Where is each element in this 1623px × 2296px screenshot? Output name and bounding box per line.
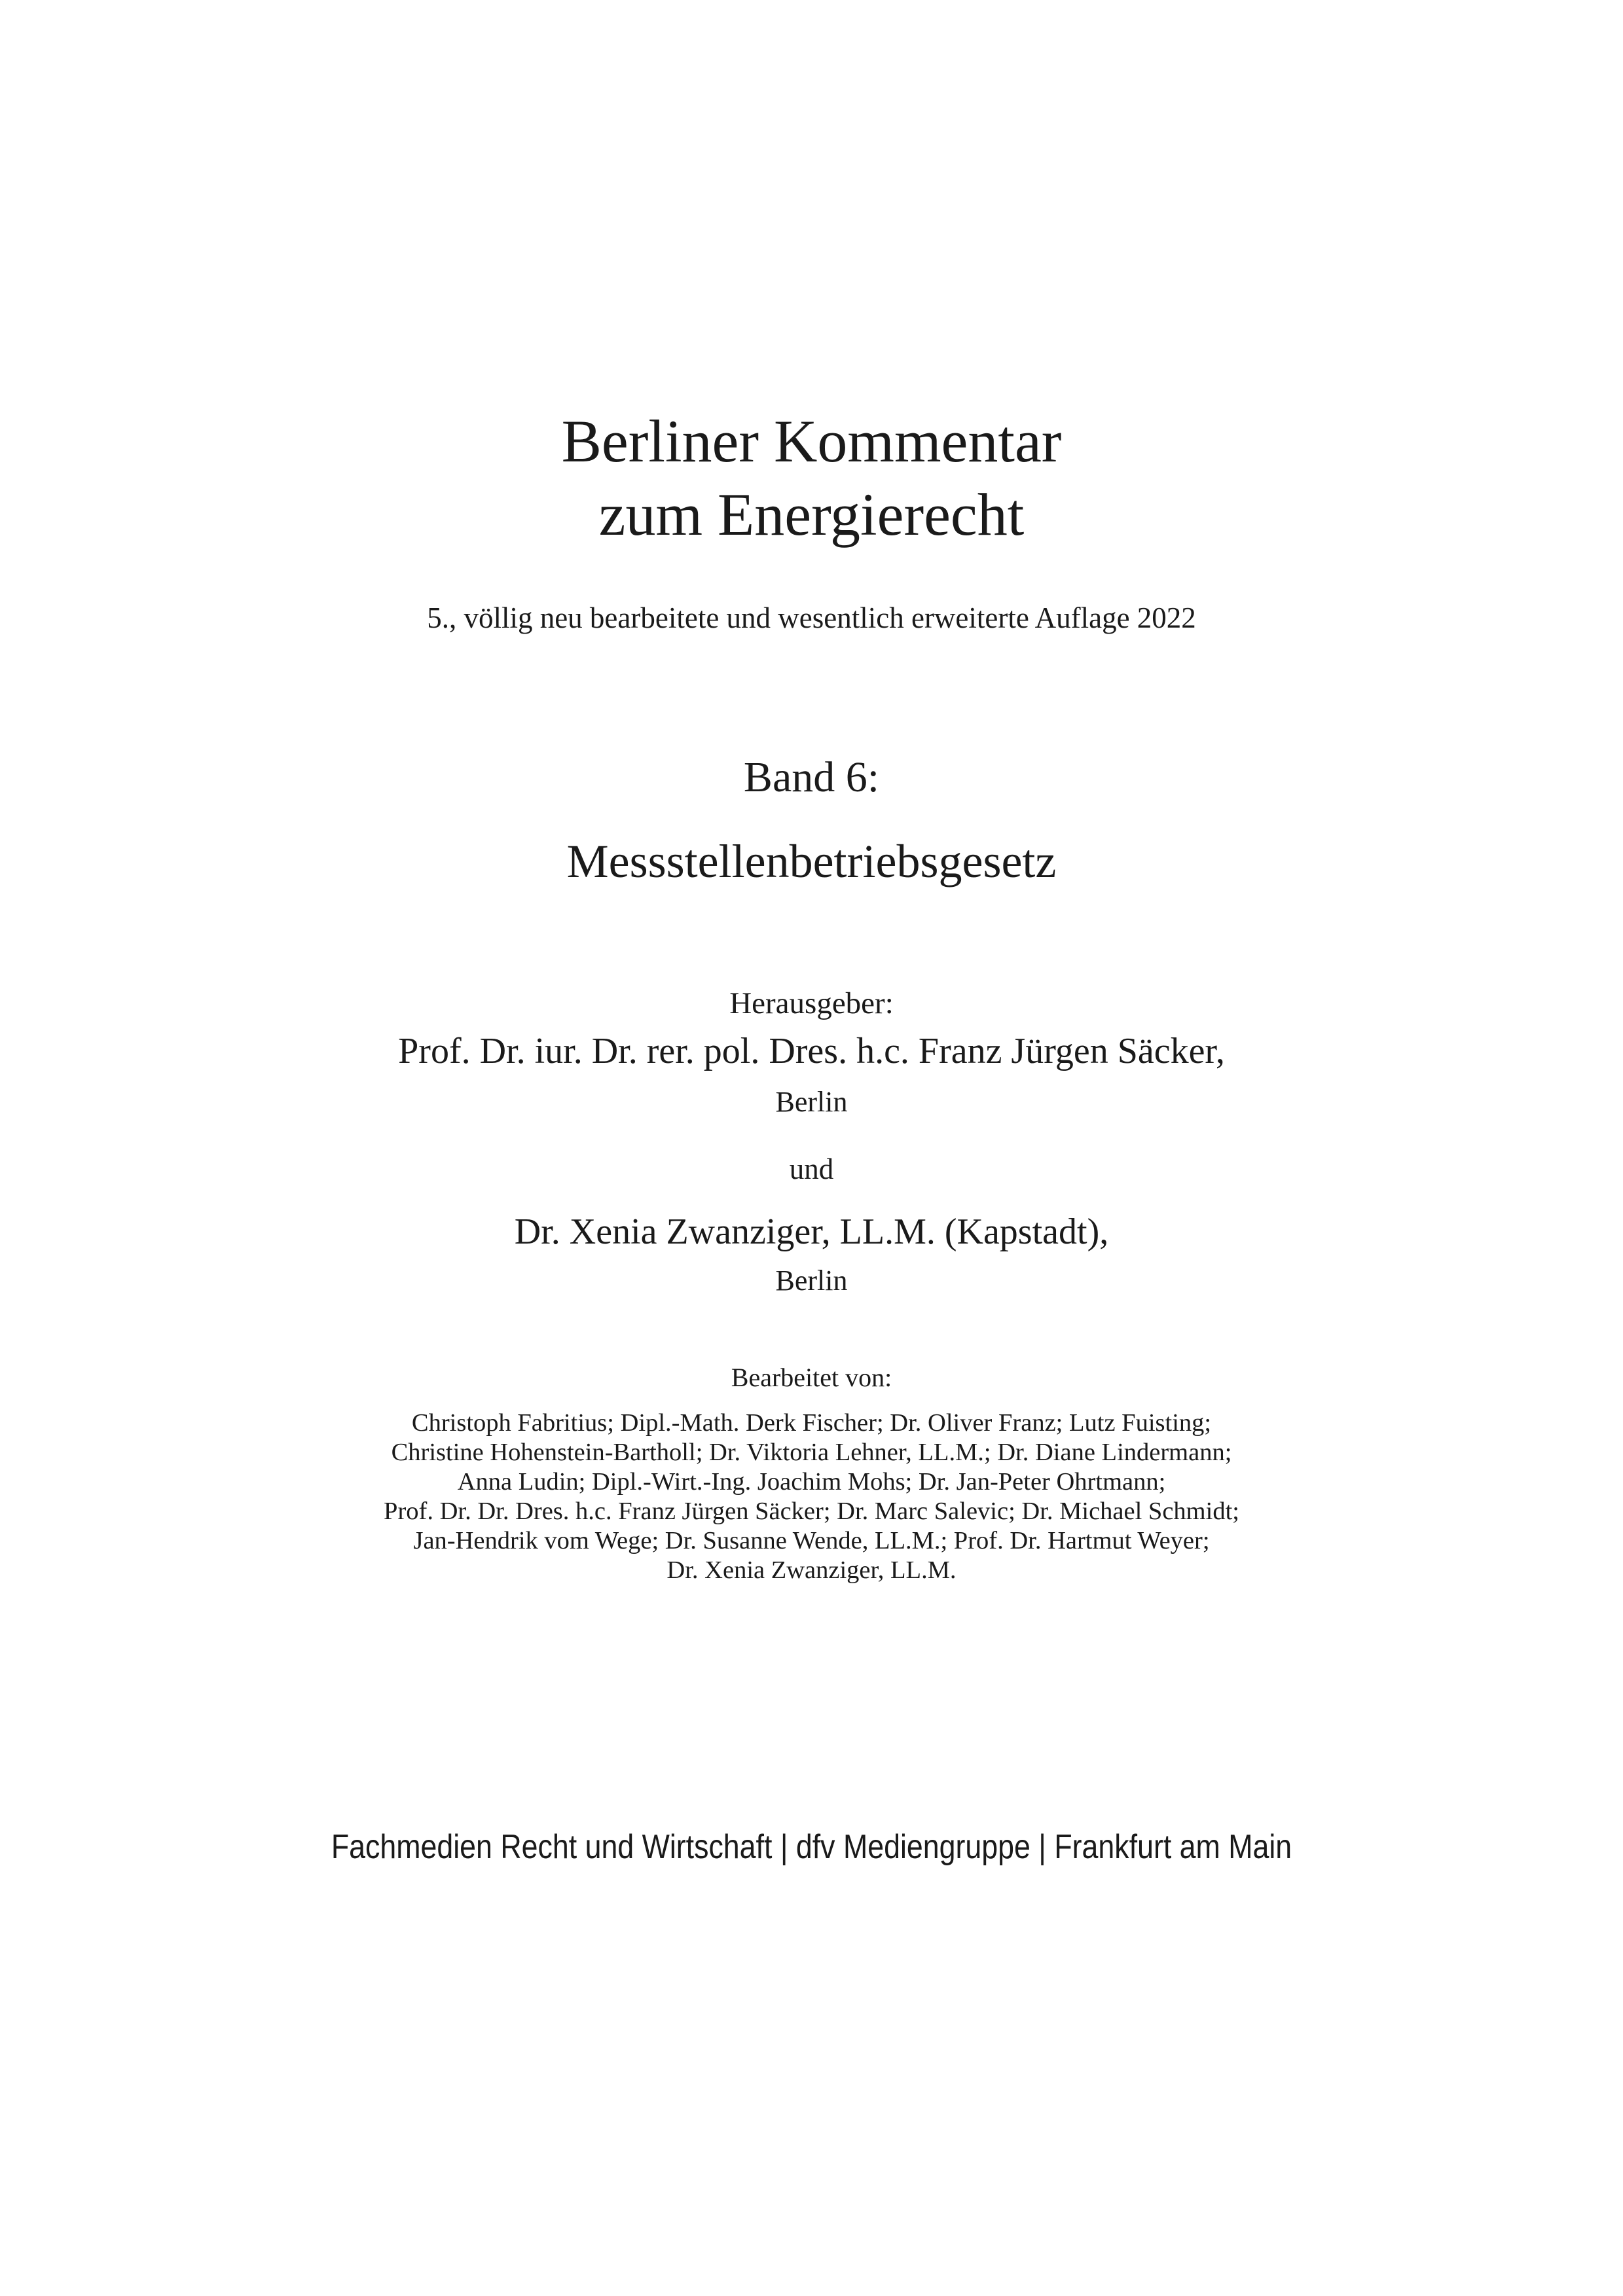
book-title-line-2: zum Energierecht [598,481,1025,548]
contributors-line: Christoph Fabritius; Dipl.-Math. Derk Fischer; Dr. Oliver Franz; Lutz Fuisting; [411,1409,1212,1437]
edition-statement: 5., völlig neu bearbeitete und wesentlich erweiterte Auflage 2022 [427,601,1196,634]
contributors-label: Bearbeitet von: [731,1363,892,1392]
book-title-line-1: Berliner Kommentar [561,408,1062,475]
book-title [0,404,1623,551]
editor-1-name: Prof. Dr. iur. Dr. rer. pol. Dres. h.c. Franz Jürgen Säcker, [398,1031,1225,1071]
editor-1-city: Berlin [775,1086,848,1118]
contributors-line: Prof. Dr. Dr. Dres. h.c. Franz Jürgen Säcker; Dr. Marc Salevic; Dr. Michael Schmidt; [384,1498,1239,1525]
contributors-list [0,1408,1623,1585]
editor-2-name: Dr. Xenia Zwanziger, LL.M. (Kapstadt), [514,1211,1109,1252]
publisher-line: Fachmedien Recht und Wirtschaft | dfv Mediengruppe | Frankfurt am Main [331,1828,1292,1866]
contributors-line: Dr. Xenia Zwanziger, LL.M. [666,1556,957,1584]
contributors-line: Anna Ludin; Dipl.-Wirt.-Ing. Joachim Mohs; Dr. Jan-Peter Ohrtmann; [457,1468,1166,1496]
editor-2-city: Berlin [775,1265,848,1297]
volume-title: Messstellenbetriebsgesetz [566,835,1057,888]
contributors-line: Christine Hohenstein-Bartholl; Dr. Viktoria Lehner, LL.M.; Dr. Diane Lindermann; [391,1439,1232,1466]
editors-label: Herausgeber: [729,986,894,1020]
contributors-line: Jan-Hendrik vom Wege; Dr. Susanne Wende, LL.M.; Prof. Dr. Hartmut Weyer; [413,1527,1210,1554]
volume-number: Band 6: [743,753,880,801]
conjunction: und [789,1153,834,1185]
